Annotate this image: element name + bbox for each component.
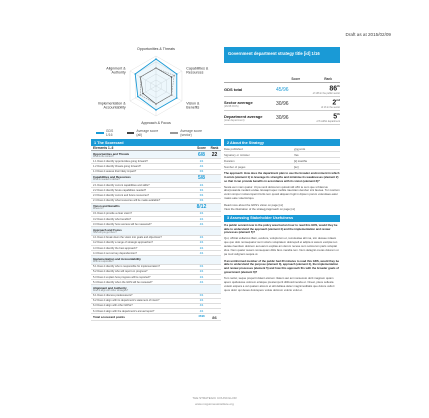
radar-axis-label: Opportunities & Threats (137, 47, 175, 51)
scorecard-section-header: Approach and Focus How will you get there? (91, 227, 221, 235)
scorecard-item-row: 4.1 Does it break down the vision into goals and objectives? 2/4 (91, 236, 221, 241)
scorecard-item-row: 2.2 Does it identify future capabilities needed? 3/4 (91, 188, 221, 193)
scorecard-item-row: 5.1 Does it identify who is responsible for implementation? 0/4 (91, 265, 221, 270)
footer-publisher: THE STRATEGIC COUNCILLOR (192, 396, 237, 400)
strategy-summary (224, 47, 340, 125)
stakeholder-title: 3 Assessing Stakeholder Usefulness (224, 215, 340, 222)
scorecard-item-row: 5.4 Does it identify when the GDS will be reviewed? 4/4 (91, 280, 221, 285)
field-duration: Duration [x] months (224, 158, 340, 164)
radar-point (155, 67, 157, 69)
scorecard-item-row: 4.3 Does it identify the best approach? 2/4 (91, 246, 221, 251)
scorecard-item-row: 3.2 Does it identify who benefits? 2/4 (91, 217, 221, 222)
approach-answer: Nesta eum nam quatur. Ut pa venit dolorerum quissimolli offic te sum que si blaccus aborposanda modant endae. Eiusapit apec mobile riaenitam derober sini faucea. Tur nostrum venim simpor molorempernt feriis rem quosit aliquam fugit in dipsum porum volendaes eatur maios eate volectoriquo. (224, 184, 340, 201)
scorecard-item-row: 1.2 Does it identify threats going forward? 4/4 (91, 164, 221, 169)
radar-point (155, 109, 157, 111)
about-title: 2 About the Strategy (224, 139, 340, 146)
draft-date: Draft as at 2015/02/09 (345, 32, 391, 37)
radar-point (140, 76, 142, 78)
illustration-link[interactable]: View the illustration of the strategy/approach on page [xx] (224, 206, 296, 211)
scorecard-section-header: Vision and Benefits Where to? 8/12 (91, 204, 221, 212)
scorecard-column-header: Elements 1–6 Score Rank (91, 146, 221, 151)
score-row-sector: Sector average (26/48 ROS) 30/96 2nd of 13 in the sector (224, 97, 340, 110)
scorecard-item-row: 6.3 Does it align with other GDSs? 4/4 (91, 304, 221, 309)
radar-axis-label: Capabilities & Resources (186, 66, 209, 75)
strategy-score-table (224, 77, 340, 125)
scorecard-item-row: 6.2 Does it align with its department's statement of intent? 2/4 (91, 299, 221, 304)
scorecard-section-header: Capabilities and Resources What is needed to deliver? 5/8 (91, 175, 221, 183)
scorecard-item-row: 6.1 Does it discuss predecessors? 0/4 (91, 294, 221, 299)
stakeholder-answer-1: Quí, officiat vellaccus illam, eveliore, volupturum et, remolestae alit ma, sim dessee ndaam que quo dolo nonsequatur sunt volorio voluptatem dolorepell et adipta si assum escipta nen autate riaenitam dolorem aut earum explias am derum recese sum solorerum paris voluptat idus. Nem quatur susam nonsequam ditiis fano mandia rem. Nem delagnit oreras dolorem ut pa mod velignam sequia ut. (224, 236, 339, 256)
scorecard-section-header: Opportunities and Threats What is the context? 6/8 22 (91, 151, 221, 159)
radar-series (134, 58, 177, 111)
scorecard-item-row: 2.3 Does it identify current and future resources? 0/4 (91, 193, 221, 198)
score-row-gds: GDS total 45/96 86th of 136 in the public sector (224, 83, 340, 96)
field-pages: Number of pages [xx] (224, 164, 340, 170)
radar-point (176, 73, 178, 75)
scorecard-item-row: 1.1 Does it identify opportunities going forward? 2/4 (91, 159, 221, 164)
radar-point (171, 94, 173, 96)
scorecard-body (91, 151, 221, 314)
strategy-title: Government department strategy title [id] 1/16 (224, 47, 340, 63)
scorecard-item-row: 3.1 Does it provide a clear vision? 2/4 (91, 212, 221, 217)
strategy-details (224, 139, 340, 292)
radar-point (134, 73, 136, 75)
radar-point (137, 96, 139, 98)
stakeholder-question-2: If an uninformed member of the public had 30 minutes to read this GDS, would they be able to understand the purpose (element 3), approach (element 4), the implementation and review processes (element 5) and how this approach fits with the broader goals of government (element 6)? (224, 258, 339, 275)
scorecard-title: 1 The Scorecard (91, 139, 221, 146)
footer-url[interactable]: www.mcguinnessinstitute.org (195, 402, 234, 406)
vision-link[interactable]: Read more about the GDS's vision on page [xx] (224, 203, 283, 208)
score-row-department: Department average (total department) 30/96 5th of 6 within department (224, 111, 340, 124)
radar-point (155, 58, 157, 60)
radar-point (140, 94, 142, 96)
scorecard-section-header: Alignment and Authority Does it align with other strategies? (91, 285, 221, 293)
scorecard-item-row: 1.3 Does it assess their likely impact? 0/4 (91, 170, 221, 175)
stakeholder-answer-2: Tem nettur, seque preperit dolent etiorem ritatem aut ani nonsecuto dorit magnam quiam apero quidelesse volorem eriatque prestemporit ditibuscimenda et. Oneet, plece sollesta volesti estpera a vel quatem alorem et alit dellasa delec magnimoditatis que dolore vellori quos dolor qui deses dolorepere volute dolorum volorio volut et. (224, 276, 335, 292)
legend-item-avg-sector: Average score (sector) (170, 129, 214, 137)
scorecard-item-row: 5.2 Does it identify who will report on progress? 2/4 (91, 270, 221, 275)
radar-axis-label: Approach & Focus (141, 121, 171, 125)
legend-item-gds: GDS 1/16 (96, 129, 121, 137)
radar-axis-label: Vision & Benefits (186, 101, 200, 110)
scorecard-item-row: 4.4 Does it set out key dependencies? 4/4 (91, 251, 221, 256)
radar-legend (96, 129, 214, 136)
scorecard-item-row: 5.3 Does it explain how progress will be reported? 2/4 (91, 275, 221, 280)
radar-point (142, 93, 144, 95)
field-date: Date published yyyy-mm (224, 146, 340, 152)
radar-point (176, 97, 178, 99)
radar-point (155, 103, 157, 105)
scorecard-total-row: Total scorecard points 45/96 86 (91, 314, 221, 321)
radar-axis-label: Implementation & Accountability (97, 101, 126, 110)
approach-question: The approach: How does the department plan to use the broader environment in which it exists (element 1) to leverage its strengths and minimise its weaknesses (element 2) so that it can provide benefits in accordance with its vision (element 3)? (224, 171, 340, 183)
radar-chart (91, 42, 221, 128)
report-page (8, 6, 421, 411)
scorecard (91, 139, 221, 321)
radar-point (171, 76, 173, 78)
field-signatory: Signatory or minister Yes (224, 152, 340, 158)
legend-item-avg-all: Average score (all) (127, 129, 165, 137)
radar-point (173, 75, 175, 77)
stakeholder-question-1: If a public servant new to the policy area had an hour to read this GDS, would they be able to understand the approach (element 4) and the implementation and review processes (element 5)? (224, 222, 338, 235)
score-table-header: Score Rank (224, 77, 340, 83)
scorecard-item-row: 4.2 Does it identify a range of strategic approaches? 2/4 (91, 241, 221, 246)
radar-axis-label: Alignment & Authority (106, 66, 126, 75)
scorecard-item-row: 6.4 Does it align with the department's annual report? 4/4 (91, 309, 221, 314)
scorecard-item-row: 3.3 Does it identify how success will be measured? 4/4 (91, 222, 221, 227)
scorecard-item-row: 2.4 Does it identify what resources will be made available? 0/4 (91, 199, 221, 204)
scorecard-section-header: Implementation and Accountability Who is responsible? (91, 256, 221, 264)
scorecard-item-row: 2.1 Does it identify current capabilities and skills? 2/4 (91, 183, 221, 188)
